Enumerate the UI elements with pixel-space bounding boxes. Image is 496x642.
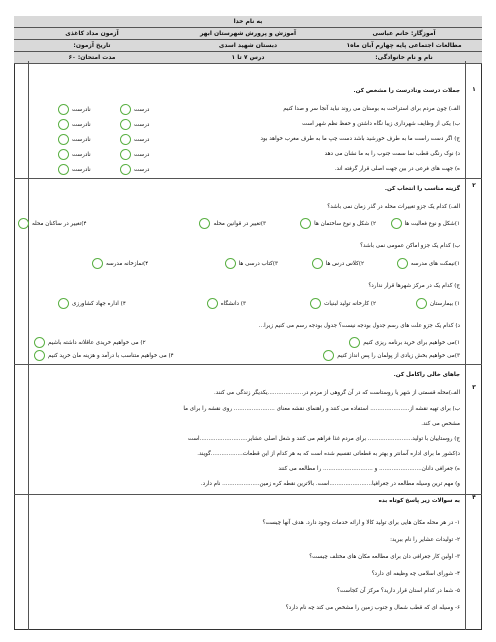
q4-item-3: ۳- اولین کار جغرافی دان برای مطالعه مکان های مختلف چیست؟ <box>309 554 460 560</box>
q3-number: ۳ <box>472 384 476 391</box>
radio-circle-icon[interactable] <box>199 218 210 229</box>
false-label: نادرست <box>72 151 91 158</box>
q1-c-true[interactable] <box>120 134 149 145</box>
radio-circle-icon[interactable] <box>120 119 131 130</box>
q3-item-f: و) مهم ترین وسیله مطالعه در جغرافیا........................است. بالاترین نقطه کره زمین..................... نام دارد. <box>200 481 460 487</box>
q2-c-option-2[interactable] <box>310 298 376 309</box>
option-label: ۳)می خواهیم بخش زیادی از پولمان را پس انداز کنیم <box>337 352 460 359</box>
q3-item-e: ه) جغرافی دانان........................ و ............................ را مطالعه می کنند <box>278 466 460 472</box>
option-label: ۴)تغییر در ساکنان محله <box>32 220 87 227</box>
q1-item-c: ج) اگر دست راست ما به طرف خورشید باشد دست چپ ما به طرف مغرب خواهد بود <box>260 136 460 142</box>
q2-b-option-1[interactable] <box>397 258 460 269</box>
radio-circle-icon[interactable] <box>207 298 218 309</box>
exam-header <box>14 16 482 64</box>
q1-item-a: الف) چون مردم برای استراحت به بوستان می روند نباید آنجا سر و صدا کنیم <box>283 106 460 112</box>
q3-item-c: ج) روستاییان با تولید......................... برای مردم غذا فراهم می کنند و شغل اصلی عشایر...........................است <box>187 436 460 442</box>
q1-number: ۱ <box>472 86 476 93</box>
radio-circle-icon[interactable] <box>58 119 69 130</box>
option-label: ۱)شکل و نوع فعالیت ها <box>404 220 460 227</box>
option-label: ۲) می خواهیم خریدی عاقلانه داشته باشیم <box>48 339 146 346</box>
exam-duration: مدت امتحان: ۶۰ <box>68 54 116 61</box>
radio-circle-icon[interactable] <box>120 134 131 145</box>
score-column <box>14 61 29 630</box>
option-label: ۳) دانشگاه <box>220 300 246 307</box>
q4-item-2: ۲- تولیدات عشایر را نام ببرید: <box>390 537 460 543</box>
q1-e-false[interactable] <box>58 164 91 175</box>
exam-type: آزمون مداد کاغذی <box>65 30 119 37</box>
header-title-row <box>14 16 482 28</box>
q2-c-option-4[interactable] <box>58 298 126 309</box>
radio-circle-icon[interactable] <box>312 258 323 269</box>
header-title: به نام خدا <box>233 18 263 25</box>
q2-c-option-1[interactable] <box>416 298 460 309</box>
q2-d-question: د) کدام یک جزو علت های رسم جدول بودجه نیست؟ جدول بودجه رسم می کنیم زیرا… <box>258 323 460 329</box>
q4-item-5: ۵- شما در کدام استان قرار دارید؟ مرکز آن کجاست؟ <box>336 588 460 594</box>
q1-item-b: ب) یکی از وظایف شهرداری زیبا نگاه داشتن و حفظ نظم شهر است <box>302 121 460 127</box>
false-label: نادرست <box>72 106 91 113</box>
q4-item-1: ۱- در هر محله مکان هایی برای تولید کالا و ارائه خدمات وجود دارد. هدف آنها چیست؟ <box>262 520 460 526</box>
radio-circle-icon[interactable] <box>58 298 69 309</box>
radio-circle-icon[interactable] <box>120 164 131 175</box>
school-name: دبستان شهید اسدی <box>218 42 278 49</box>
option-label: ۱)می خواهیم برای خرید برنامه ریزی کنیم <box>363 339 460 346</box>
radio-circle-icon[interactable] <box>58 134 69 145</box>
q2-a-question: الف) کدام یک جزو تغییرات محله در گذر زمان نمی باشد؟ <box>327 204 460 210</box>
option-label: ۴) می خواهیم متناسب با درآمد و هزینه مان خرید کنیم <box>48 352 174 359</box>
false-label: نادرست <box>72 166 91 173</box>
q4-number: ۴ <box>472 494 476 501</box>
header-row-3 <box>14 52 482 64</box>
q3-item-d: د)کشور ما برای اداره آسانتر و بهتر به قطعاتی تقسیم شده است که به هر کدام از این قطعات..................گویند. <box>197 451 460 457</box>
radio-circle-icon[interactable] <box>397 258 408 269</box>
radio-circle-icon[interactable] <box>34 350 45 361</box>
radio-circle-icon[interactable] <box>391 218 402 229</box>
radio-circle-icon[interactable] <box>416 298 427 309</box>
false-label: نادرست <box>72 136 91 143</box>
option-label: ۱)نیمکت های مدرسه <box>410 260 460 267</box>
q2-d-option-4[interactable] <box>34 350 174 361</box>
q1-a-true[interactable] <box>120 104 149 115</box>
true-label: درست <box>134 151 150 158</box>
radio-circle-icon[interactable] <box>120 104 131 115</box>
radio-circle-icon[interactable] <box>58 164 69 175</box>
q2-b-option-4[interactable] <box>92 258 148 269</box>
q2-c-option-3[interactable] <box>207 298 246 309</box>
option-label: ۲)کلاس درس ها <box>325 260 364 267</box>
q1-title: جملات درست ونادرست را مشخص کن. <box>353 88 460 94</box>
q2-b-option-2[interactable] <box>312 258 364 269</box>
q1-b-false[interactable] <box>58 119 91 130</box>
section-divider <box>14 178 482 179</box>
q3-title: جاهای خالی راکامل کن. <box>393 372 460 378</box>
q2-a-option-1[interactable] <box>391 218 460 229</box>
radio-circle-icon[interactable] <box>58 149 69 160</box>
option-label: ۳)تغییر در قوانین محله <box>213 220 266 227</box>
q1-item-e: ه) جهت های فرعی در بین جهت اصلی قرار گرفته اند. <box>334 166 460 172</box>
q2-a-option-2[interactable] <box>300 218 376 229</box>
q4-item-6: ۶- وسیله ای که قطب شمال و جنوب زمین را مشخص می کند چه نام دارد؟ <box>285 605 460 611</box>
radio-circle-icon[interactable] <box>120 149 131 160</box>
option-label: ۲) کارخانه تولید لبنیات <box>324 300 376 307</box>
radio-circle-icon[interactable] <box>58 104 69 115</box>
radio-circle-icon[interactable] <box>18 218 29 229</box>
false-label: نادرست <box>72 121 91 128</box>
q2-c-question: ج) کدام یک در مرکز شهرها قرار ندارد؟ <box>368 283 460 289</box>
radio-circle-icon[interactable] <box>225 258 236 269</box>
q1-d-true[interactable] <box>120 149 149 160</box>
q2-b-question: ب) کدام یک جزو اماکن عمومی نمی باشد؟ <box>360 243 460 249</box>
option-label: ۳)کتاب درسی ها <box>238 260 278 267</box>
true-label: درست <box>134 136 150 143</box>
student-name-label: نام و نام خانوادگی: <box>375 54 433 61</box>
q1-item-d: د) نوک رنگی قطب نما سمت جنوب را به ما نشان می دهد <box>324 151 460 157</box>
q3-item-b: ب) برای تهیه نقشه از...................... استفاده می کنند و راهنمای نقشه معنای ....................... روی نقشه را برای ما <box>183 406 460 412</box>
radio-circle-icon[interactable] <box>349 337 360 348</box>
option-label: ۱) بیمارستان <box>429 300 460 307</box>
exam-date-label: تاریخ آزمون: <box>73 42 111 49</box>
q1-e-true[interactable] <box>120 164 149 175</box>
radio-circle-icon[interactable] <box>34 337 45 348</box>
radio-circle-icon[interactable] <box>310 298 321 309</box>
q2-d-option-2[interactable] <box>34 337 146 348</box>
q1-a-false[interactable] <box>58 104 91 115</box>
true-label: درست <box>134 121 150 128</box>
subject-title: مطالعات اجتماعی پایه چهارم آبان ماه۱ <box>346 42 462 49</box>
radio-circle-icon[interactable] <box>92 258 103 269</box>
question-number-column-line <box>465 61 466 630</box>
true-label: درست <box>134 166 150 173</box>
section-divider <box>14 364 482 365</box>
q2-d-option-1[interactable] <box>349 337 460 348</box>
education-office: آموزش و پرورش شهرستان ابهر <box>199 30 297 37</box>
q4-title: به سوالات زیر پاسخ کوتاه بده <box>378 498 460 504</box>
header-row-2 <box>14 40 482 52</box>
radio-circle-icon[interactable] <box>300 218 311 229</box>
q2-title: گزینه مناسب را انتخاب کن. <box>384 186 460 192</box>
q1-b-true[interactable] <box>120 119 149 130</box>
q2-a-option-3[interactable] <box>199 218 266 229</box>
q3-item-a: الف)محله قسمتی از شهر یا روستاست که در آن گروهی از مردم در....................یکدیگر زندگی می کنند. <box>213 390 460 396</box>
teacher-name: آموزگار: خانم عباسی <box>372 30 436 37</box>
option-label: ۴) اداره جهاد کشاورزی <box>72 300 126 307</box>
option-label: ۴)نمازخانه مدرسه <box>106 260 149 267</box>
q4-item-4: ۴- شورای اسلامی چه وظیفه ای دارد؟ <box>371 571 460 577</box>
true-label: درست <box>134 106 150 113</box>
header-row-1 <box>14 28 482 40</box>
q2-a-option-4[interactable] <box>18 218 86 229</box>
radio-circle-icon[interactable] <box>323 350 334 361</box>
section-divider <box>14 494 482 495</box>
q2-number: ۲ <box>472 182 476 189</box>
q2-d-option-3[interactable] <box>323 350 460 361</box>
option-label: ۲) شکل و نوع ساختمان ها <box>314 220 376 227</box>
q1-c-false[interactable] <box>58 134 91 145</box>
q3-item-b-cont: مشخص می کند. <box>421 421 460 427</box>
q1-d-false[interactable] <box>58 149 91 160</box>
q2-b-option-3[interactable] <box>225 258 278 269</box>
lesson-range: درس ۷ تا ۱ <box>231 54 265 61</box>
